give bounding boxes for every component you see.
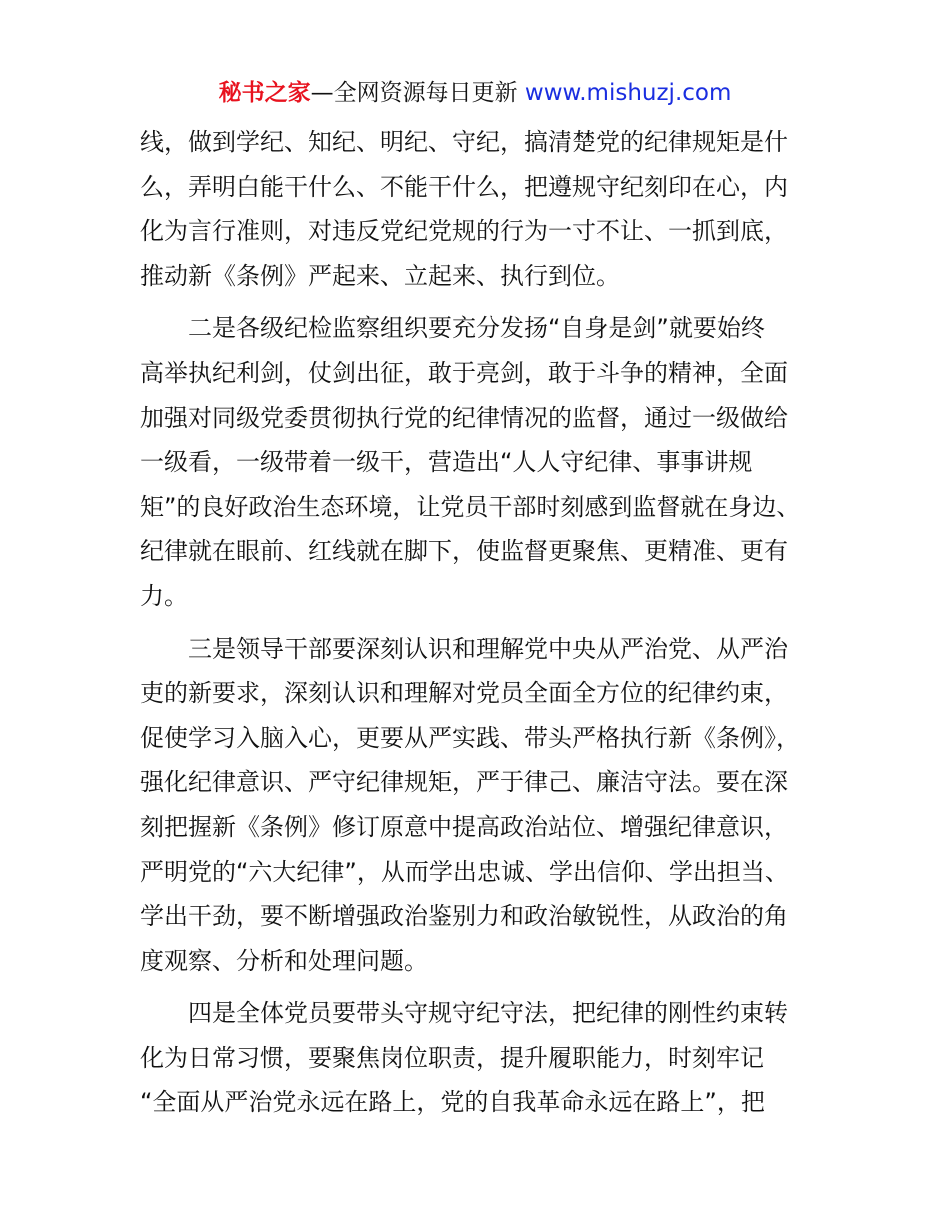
page-header xyxy=(0,76,950,110)
text-line: 加强对同级党委贯彻执行党的纪律情况的监督，通过一级做给 xyxy=(140,403,788,432)
text-line: 矩”的良好政治生态环境，让党员干部时刻感到监督就在身边、 xyxy=(140,492,801,521)
text-line: 推动新《条例》严起来、立起来、执行到位。 xyxy=(140,261,620,290)
text-line: 化为言行准则，对违反党纪党规的行为一寸不让、一抓到底， xyxy=(140,217,788,246)
paragraph-4 xyxy=(140,991,820,1125)
text-line: 促使学习入脑入心，更要从严实践、带头严格执行新《条例》， xyxy=(140,723,800,752)
paragraph-1 xyxy=(140,120,820,298)
text-line: 化为日常习惯，要聚焦岗位职责，提升履职能力，时刻牢记 xyxy=(140,1043,764,1072)
paragraph-3 xyxy=(140,627,820,984)
text-line: 高举执纪利剑，仗剑出征，敢于亮剑，敢于斗争的精神，全面 xyxy=(140,358,788,387)
text-line: 么，弄明白能干什么、不能干什么，把遵规守纪刻印在心，内 xyxy=(140,172,788,201)
text-line: 二是各级纪检监察组织要充分发扬“自身是剑”就要始终 xyxy=(188,314,765,343)
text-line: 强化纪律意识、严守纪律规矩，严于律己、廉洁守法。要在深 xyxy=(140,768,788,797)
brand-name: 秘书之家 xyxy=(218,80,311,106)
text-line: 四是全体党员要带头守规守纪守法，把纪律的刚性约束转 xyxy=(188,999,788,1028)
text-line: 纪律就在眼前、红线就在脚下，使监督更聚焦、更精准、更有 xyxy=(140,537,788,566)
text-line: “全面从严治党永远在路上，党的自我革命永远在路上”，把 xyxy=(140,1088,765,1117)
website-link[interactable]: www.mishuzj.com xyxy=(517,80,732,106)
text-line: 吏的新要求，深刻认识和理解对党员全面全方位的纪律约束， xyxy=(140,679,788,708)
text-line: 线，做到学纪、知纪、明纪、守纪，搞清楚党的纪律规矩是什 xyxy=(140,128,788,156)
text-line: 三是领导干部要深刻认识和理解党中央从严治党、从严治 xyxy=(188,634,788,663)
paragraph-2 xyxy=(140,306,820,618)
text-line: 严明党的“六大纪律”，从而学出忠诚、学出信仰、学出担当、 xyxy=(140,857,789,886)
text-line: 力。 xyxy=(140,581,188,610)
text-line: 学出干劲，要不断增强政治鉴别力和政治敏锐性，从政治的角 xyxy=(140,902,788,931)
text-line: 一级看，一级带着一级干，营造出“人人守纪律、事事讲规 xyxy=(140,448,753,477)
text-line: 度观察、分析和处理问题。 xyxy=(140,946,428,975)
header-tagline: —全网资源每日更新 xyxy=(310,80,518,106)
document-body xyxy=(140,120,820,1133)
text-line: 刻把握新《条例》修订原意中提高政治站位、增强纪律意识， xyxy=(140,812,788,841)
